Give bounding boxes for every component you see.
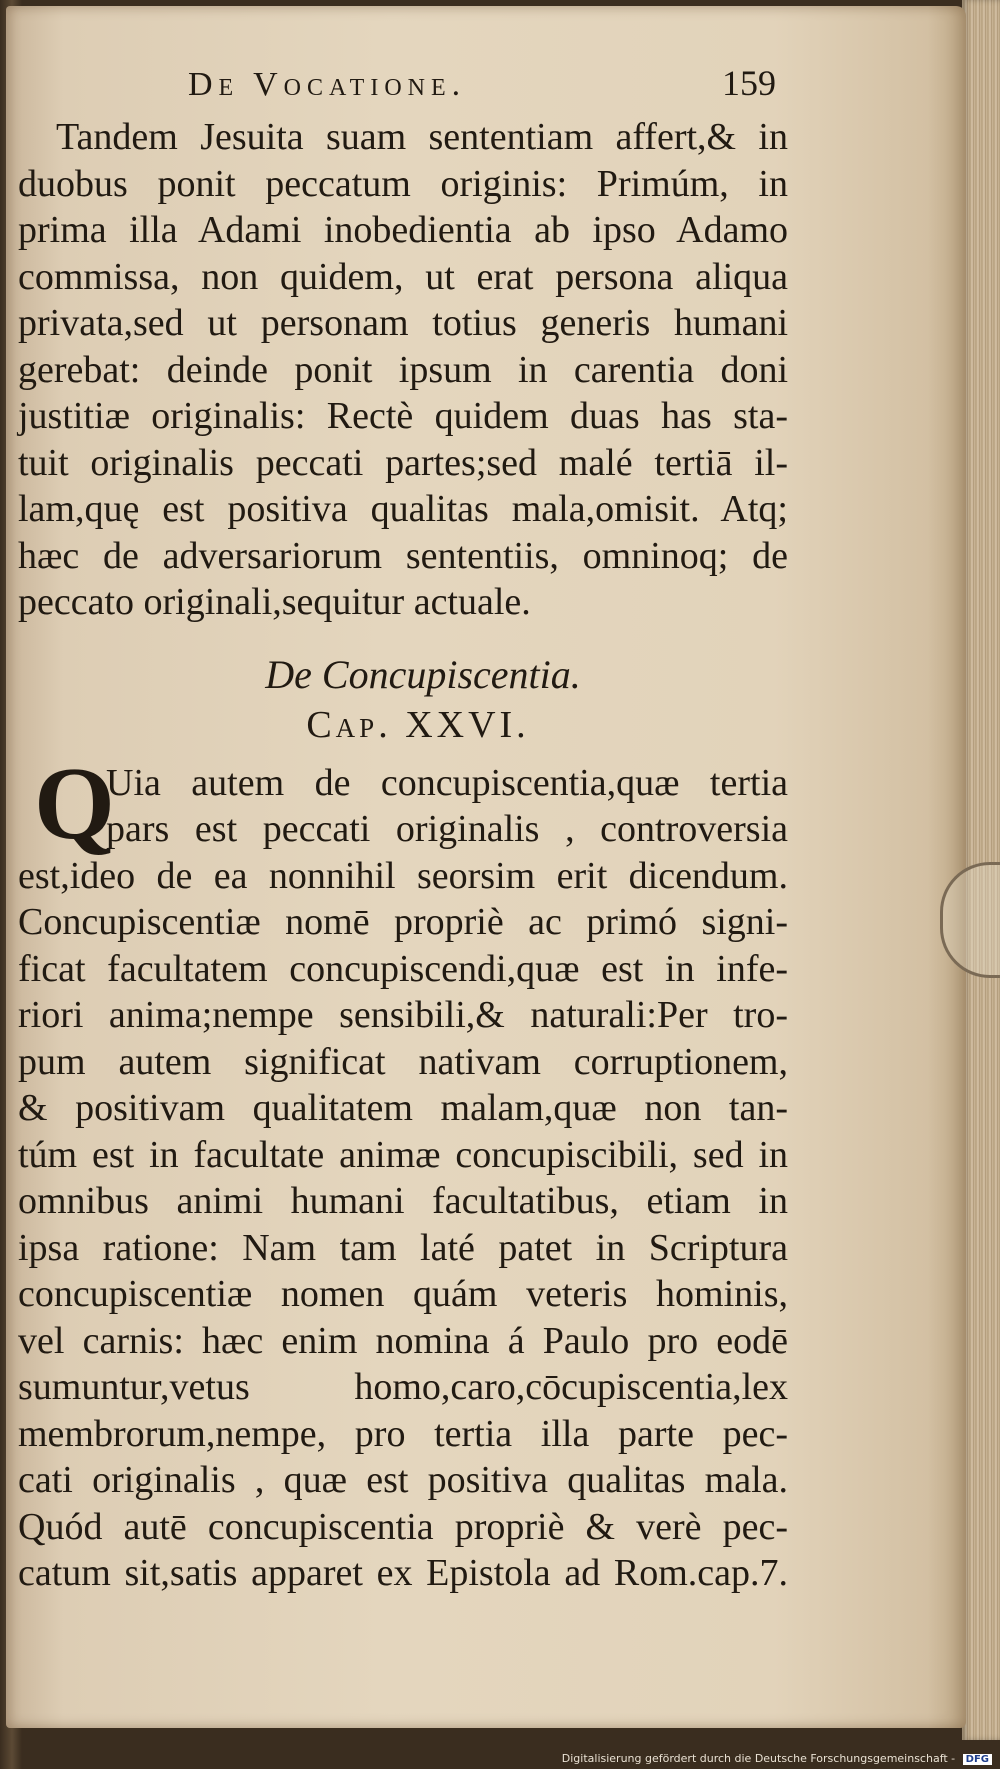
text-line: Uia autem de concupiscentia,quæ tertia [106, 761, 788, 804]
text-line: sumuntur,vetus homo,caro,cōcupiscentia,lex [18, 1366, 788, 1408]
text-line: ipsa ratione: Nam tam laté patet in Scriptura [18, 1226, 788, 1269]
text-line: pars est peccati originalis , controversia [106, 808, 788, 850]
text-line: hæc de adversariorum sententiis, omninoq; de [18, 534, 788, 577]
text-line: Concupiscentiæ nomē propriè ac primó signi- [18, 901, 788, 943]
text-line: cati originalis , quæ est positiva qualitas mala. [18, 1459, 788, 1501]
paragraph-1 [18, 114, 788, 626]
text-line: prima illa Adami inobedientia ab ipso Adamo [18, 209, 788, 251]
chapter-title: Cap. XXVI. [306, 703, 530, 746]
text-line: vel carnis: hæc enim nomina á Paulo pro eodē [18, 1319, 788, 1362]
page-number: 159 [722, 63, 776, 103]
text-line: duobus ponit peccatum originis: Primúm, in [18, 162, 788, 205]
text-line: concupiscentiæ nomen quám veteris hominis, [18, 1273, 788, 1315]
paragraph-2 [18, 745, 788, 1597]
text-line: omnibus animi humani facultatibus, etiam in [18, 1180, 788, 1222]
text-line: & positivam qualitatem malam,quæ non tan- [18, 1087, 788, 1129]
text-line: Quód autē concupiscentia propriè & verè pec- [18, 1505, 788, 1548]
text-line: peccato originali,sequitur actuale. [18, 581, 531, 623]
credit-text: Digitalisierung gefördert durch die Deutsche Forschungsgemeinschaft - [561, 1752, 956, 1765]
text-line: riori anima;nempe sensibili,& naturali:Per tro- [18, 994, 788, 1036]
text-line: Tandem Jesuita suam sententiam affert,& in [56, 116, 788, 158]
text-line: commissa, non quidem, ut erat persona aliqua [18, 255, 788, 298]
text-line: privata,sed ut personam totius generis humani [18, 302, 788, 344]
text-line: ficat facultatem concupiscendi,quæ est in infe- [18, 947, 788, 990]
text-line: túm est in facultate animæ concupiscibili, sed in [18, 1133, 788, 1176]
section-title: De Concupiscentia. [265, 651, 581, 697]
text-line: catum sit,satis apparet ex Epistola ad Rom.cap.7. [18, 1552, 788, 1594]
dfg-logo: DFG [963, 1754, 992, 1765]
digitization-credit [562, 1752, 992, 1765]
page-text [18, 58, 788, 1597]
drop-cap: Q [34, 745, 115, 861]
text-line: tuit originalis peccati partes;sed malé tertiā il- [18, 441, 788, 484]
text-line: pum autem significat nativam corruptionem, [18, 1040, 788, 1083]
text-line: lam,quę est positiva qualitas mala,omisit. Atq; [18, 488, 788, 530]
text-line: gerebat: deinde ponit ipsum in carentia doni [18, 348, 788, 391]
text-line: est,ideo de ea nonnihil seorsim erit dicendum. [18, 854, 788, 897]
running-head [188, 58, 776, 114]
text-line: justitiæ originalis: Rectè quidem duas has sta- [18, 395, 788, 437]
text-line: membrorum,nempe, pro tertia illa parte pec- [18, 1412, 788, 1455]
running-head-title: De Vocatione. [188, 66, 467, 103]
